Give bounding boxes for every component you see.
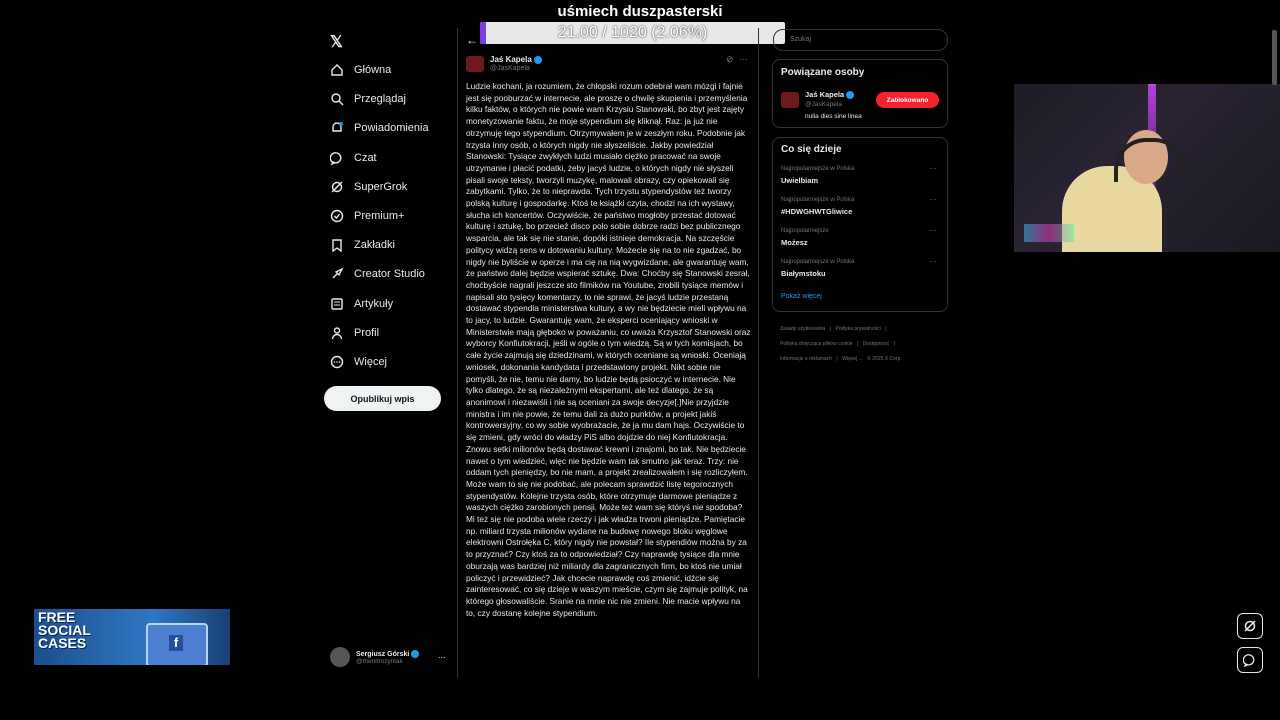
account-name: Sergiusz Górski	[356, 650, 410, 658]
footer-privacy[interactable]: Polityka prywatności	[835, 326, 881, 332]
sidebar-item-label: SuperGrok	[354, 180, 408, 193]
account-handle: @thenitrozynlak	[356, 657, 403, 665]
trend-more-icon[interactable]: ···	[929, 226, 937, 235]
author-avatar[interactable]	[466, 56, 484, 72]
person-icon	[330, 326, 344, 340]
x-logo-icon[interactable]: 𝕏	[330, 34, 343, 51]
verified-icon	[846, 91, 854, 99]
verified-icon	[534, 56, 542, 64]
footer-cookies[interactable]: Polityka dotycząca plików cookie	[780, 341, 853, 347]
sidebar-item-zakładki[interactable]	[330, 234, 395, 256]
author-name: Jaś Kapela	[490, 55, 532, 64]
footer-links: Zasady użytkowania | Polityka prywatności | Polityka dotycząca plików cookie | Dostępność | Informacje o reklamach | Więcej ... © 2025 X Corp.	[780, 326, 902, 362]
trend-more-icon[interactable]: ···	[929, 257, 937, 266]
articles-icon	[330, 297, 344, 311]
related-avatar[interactable]	[781, 92, 799, 108]
sidebar-item-label: Profil	[354, 326, 380, 339]
more-circle-icon	[330, 355, 344, 369]
sidebar-item-label: Powiadomienia	[354, 122, 429, 135]
banner-line-3: CASES	[38, 635, 87, 651]
webcam-feed	[1014, 84, 1280, 252]
donation-goal-text: 21.00 / 1020 (2.06%)	[557, 24, 708, 41]
trend-name: Możesz	[781, 238, 808, 247]
sidebar-item-czat[interactable]	[330, 147, 377, 169]
author-handle: @JasKapela	[490, 65, 530, 72]
bookmark-icon	[330, 238, 344, 252]
sidebar-item-label: Creator Studio	[354, 268, 425, 281]
sidebar-item-label: Premium+	[354, 210, 405, 222]
trend-more-icon[interactable]: ···	[929, 164, 937, 173]
trend-name: Białymstoku	[781, 269, 826, 278]
sidebar-item-więcej[interactable]	[330, 351, 387, 373]
related-name: Jaś Kapela	[805, 90, 845, 99]
sidebar-item-label: Artykuły	[354, 297, 394, 310]
trend-name: Uwielbiam	[781, 176, 819, 185]
footer-terms[interactable]: Zasady użytkowania	[780, 326, 826, 332]
sidebar-item-label: Zakładki	[354, 239, 395, 252]
grok-icon[interactable]: ⊘	[726, 54, 734, 64]
search-input[interactable]	[773, 29, 948, 51]
footer-more[interactable]: Więcej ...	[842, 356, 863, 362]
author-name-row[interactable]	[490, 55, 542, 64]
sidebar-item-label: Czat	[354, 151, 377, 164]
more-icon[interactable]: ···	[738, 54, 748, 64]
sidebar-item-artykuły[interactable]	[330, 293, 393, 315]
sidebar-item-creator-studio[interactable]	[330, 263, 425, 285]
facebook-icon: f	[169, 635, 183, 651]
post-button[interactable]: Opublikuj wpis	[324, 386, 441, 411]
trend-category: Najpopularniejsze w Polska	[781, 259, 855, 265]
post-text: Ludzie kochani, ja rozumiem, że chłopski rozum odebrał wam mózgi i fajnie jest się pooburzać w internecie, ale proszę o chwilę skupienia i przemyślenia kilku faktów, o których nie powie wam Krzysiu Stanowski, bo zbyt jest zajęty monetyzowanie faktu, że moje stypendium się kliknął. Raz: ja już nie otrzymuję tego stypendium. Otrzymywałem je w zeszłym roku. Podobnie jak trzysta inny osób, o których nigdy nie słyszeliście. Jakby powiedział Stanowski: Tysiące zwykłych ludzi musiało ciężko pracować na swoje utrzymanie i płacić podatki, żeby jacyś ludzie, o których nigdy nie słyszeli pisali swoje teksty, tworzyli muzykę, malowali obrazy, czy opiekowali się zabytkami. Tylko, że to nieprawda. Tych trzystu stypendystów też tworzy polską kulturę i gospodarkę. Ktoś te książki czyta, chodzi na ich wystawy, słucha ich koncertów. Oczywiście, że państwo mogłoby przestać dotować kulturę i sztukę, bo przecież disco polo sobie dobrze radzi bez publicznego wsparcia, ale tak się nie stanie, dopóki istnieje demokracja. Na szczęście politycy widzą sens w dotowaniu kultury. Możecie się na to nie zgadzać, bo nigdy nie byliście w operze i ma cię na nią wygwizdane, ale gwarantuję wam, że państwo dalej będzie wspierać sztukę. Dwa: Choćby się Stanowski zesrał, choćbyście nagrali jeszcze sto filmików na Youtube, zrobili tysiące memów i napisali sto tysięcy komentarzy, to nie sprawi, że jacyś ludzie przestaną dostawać stypendia ministerstwa kultury, a wy nie będziecie mieli wpływu na to jacy, to ludzie. Gwarantuję wam, że eksperci oceniający wnioski w Ministerstwie mają głęboko w poważaniu, co uważa Krzysztof Stanowski oraz wyborcy Konfiutokracji, jeśli w ogóle o tym wiedzą. Są w tych komisjach, bo całe życie zajmują się dziedzinami, w których oceniane są wnioski. Oceniają wniosek, dokonania kandydata i przedstawiony projekt. Nikt sobie nie pomyśli, że nie, temu nie damy, bo ludzie będą psioczyć w internecie. Nie tylko dlatego, że są niezależnymi ekspertami, ale też dlatego, że są anonimowi i niezawiśli i nie są oceniani za swoje decyzje[.]Nie przyjdzie ministra i im nie powie, że temu dali za dużo punktów, a projekt jakiś kontrowersyjny, co wy sobie wyobrażacie, że ja mu dam hajs. Oczywiście to się zmieni, gdy wróci do władzy PiS albo dojdzie do niej Konfiutokracja. Znowu setki milionów będą dostawać krewni i znajomi, bo tak. Nie będziecie nawet o tym wiedzieć, więc nie będzie wam tak smutno jak teraz. Trzy: nie oddam tych pieniędzy, bo nie mam, a projekt zrealizowałem i się rozliczyłem. Może wam to się nie podobać, ale polecam sprawdzić listę tegorocznych stypendystów. Kolejne trzysta osób, które otrzymuje darmowe pieniądze z waszych ciężko zarobionych pensji. Może też wam się któryś nie spodoba? Mi też się nie podoba wiele rzeczy i jak władza trwoni pieniądze. Pamiętacie np. miliard trzysta milionów wydane na budowę nowego bloku węglowe elektrowni Ostrołęka C, który nigdy nie powstał? Ile stypendiów można by za to przyznać? Czy ktoś za to odpowiedział? Czy naprawdę tysiące dla mnie oburzają was bardziej niż miliardy dla zagranicznych firm, bo ktoś nie umiał policzyć i przewidzieć? Jak chcecie naprawdę coś zmienić, idźcie się zainteresować, co się dzieje w waszym mieście, czym się zajmuje polityk, na którego głosowaliście. Sranie na mnie nic nie zmieni. Nie macie wpływu na to, czy dostanę kolejne stypendium.	[466, 81, 751, 618]
sidebar-item-profil[interactable]	[330, 322, 379, 344]
sidebar-item-powiadomienia[interactable]	[330, 117, 429, 139]
back-arrow-icon[interactable]: ←	[466, 33, 478, 47]
trend-name: #HDWGHWTGliwice	[781, 207, 853, 216]
account-more-icon[interactable]: ...	[438, 650, 446, 660]
sidebar-item-premium+[interactable]	[330, 205, 404, 227]
sidebar-item-supergrok[interactable]	[330, 176, 407, 198]
avatar	[330, 647, 350, 667]
sidebar-item-label: Główna	[354, 64, 392, 76]
related-bio: nulla dies sine linea	[805, 113, 862, 120]
stream-title: uśmiech duszpasterski	[557, 3, 723, 20]
related-handle: @JasKapela	[805, 101, 842, 108]
search-icon	[330, 92, 344, 106]
sidebar-item-główna[interactable]	[330, 59, 391, 81]
sidebar-item-label: Przeglądaj	[354, 93, 406, 106]
trends-panel	[772, 137, 948, 312]
footer-accessibility[interactable]: Dostępność	[862, 341, 890, 347]
related-name-row[interactable]	[805, 90, 854, 99]
post-actions	[726, 54, 748, 65]
blocked-button[interactable]: Zablokowano	[876, 92, 939, 108]
account-switcher[interactable]	[330, 646, 450, 668]
footer-ads[interactable]: Informacje o reklamach	[780, 356, 832, 362]
grok-icon	[330, 180, 344, 194]
trend-category: Najpopularniejsze	[781, 228, 829, 234]
trend-category: Najpopularniejsze w Polska	[781, 197, 855, 203]
sidebar-item-label: Więcej	[354, 356, 388, 368]
trends-title: Co się dzieje	[781, 144, 842, 155]
home-icon	[330, 63, 344, 77]
grok-floating-icon[interactable]	[1237, 613, 1263, 639]
show-more-link[interactable]: Pokaż więcej	[781, 293, 822, 300]
banner-line-2: SOCIAL	[38, 622, 91, 638]
chat-icon	[330, 151, 344, 165]
verified-icon	[411, 650, 419, 658]
banner-line-1: FREE	[38, 609, 76, 625]
sidebar-item-przeglądaj[interactable]	[330, 88, 406, 110]
bell-icon	[330, 121, 344, 135]
promo-banner	[34, 609, 230, 665]
x-circle-icon	[330, 209, 344, 223]
trend-more-icon[interactable]: ···	[929, 195, 937, 204]
related-title: Powiązane osoby	[781, 67, 865, 78]
footer-copyright: © 2025 X Corp.	[867, 356, 902, 362]
rocket-icon	[330, 267, 344, 281]
trend-category: Najpopularniejsze w Polska	[781, 166, 855, 172]
scrollbar[interactable]	[1272, 30, 1277, 85]
search-placeholder: Szukaj	[790, 36, 812, 43]
messages-floating-icon[interactable]	[1237, 647, 1263, 673]
